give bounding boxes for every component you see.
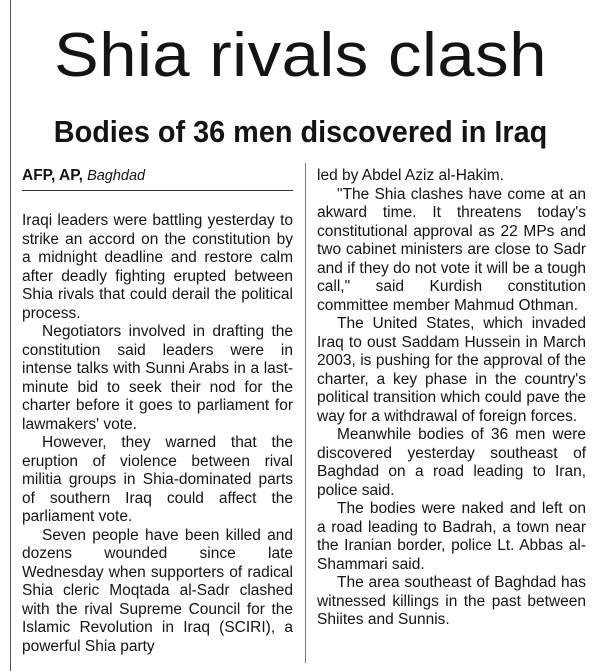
byline [22, 167, 293, 185]
paragraph: Iraqi leaders were battling yesterday to strike an accord on the constitution by a midnight deadline and restore calm after deadly fighting erupted between Shia rivals that could derail the political process. [22, 212, 293, 322]
paragraph: The United States, which invaded Iraq to oust Saddam Hussein in March 2003, is pushing for the approval of the charter, a key phase in the country's political transition which could pave the way for a withdrawal of foreign forces. [317, 315, 586, 425]
subheadline: Bodies of 36 men discovered in Iraq [53, 114, 548, 149]
right-column [317, 167, 586, 630]
left-border-rule [10, 0, 11, 671]
paragraph: Meanwhile bodies of 36 men were discovered yesterday southeast of Baghdad on a road leading to Iran, police said. [317, 426, 586, 499]
paragraph: Seven people have been killed and dozens wounded since late Wednesday when supporters of radical Shia cleric Moqtada al-Sadr clashed with the rival Supreme Council for the Islamic Revolution in Iraq (SCIRI), a powerful Shia party [22, 526, 293, 655]
byline-agencies: AFP, AP, [22, 167, 83, 184]
headline: Shia rivals clash [54, 21, 547, 90]
paragraph-continuation: led by Abdel Aziz al-Hakim. [317, 167, 504, 184]
left-column [22, 167, 293, 656]
paragraph: The bodies were naked and left on a road leading to Badrah, a town near the Iranian border, police Lt. Abbas al-Shammari said. [317, 500, 586, 573]
byline-divider [22, 190, 293, 191]
paragraph: However, they warned that the eruption of violence between rival militia groups in Shia-dominated parts of southern Iraq could affect the parliament vote. [22, 434, 293, 525]
paragraph: Negotiators involved in drafting the constitution said leaders were in intense talks with Sunni Arabs in a last-minute bid to seek their nod for the charter before it goes to parliament for lawmakers' vote. [22, 323, 293, 433]
paragraph: The area southeast of Baghdad has witnessed killings in the past between Shiites and Sunnis. [317, 574, 586, 628]
paragraph: "The Shia clashes have come at an akward time. It threatens today's constitutional approval as 22 MPs and two cabinet ministers are close to Sadr and if they do not vote it will be a tough call," said Kurdish constitution committee member Mahmud Othman. [317, 185, 586, 314]
column-divider [305, 163, 306, 663]
byline-location: Baghdad [87, 168, 146, 184]
